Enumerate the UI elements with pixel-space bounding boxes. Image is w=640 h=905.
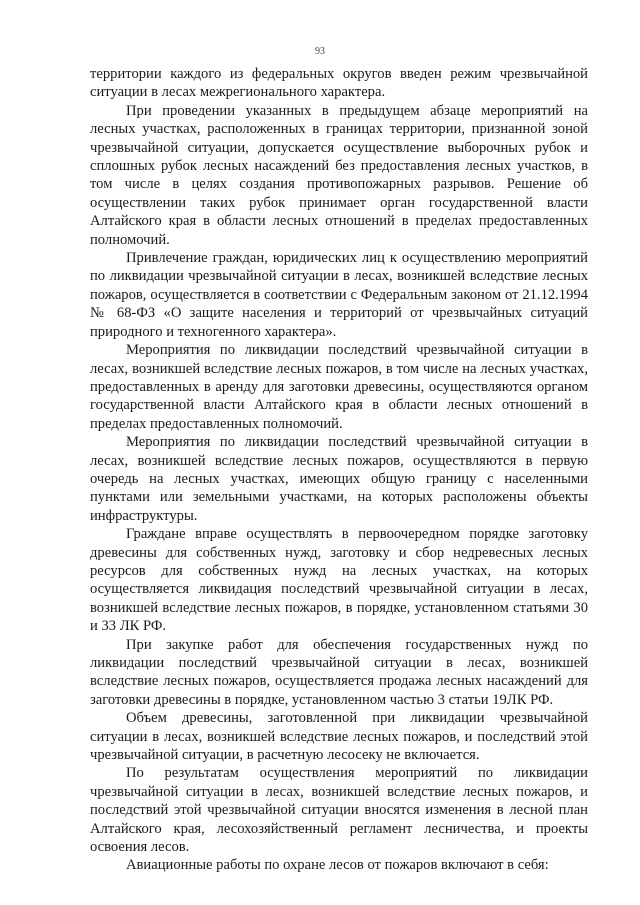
paragraph: Привлечение граждан, юридических лиц к осуществлению мероприятий по ликвидации чрезвычайной ситуации в лесах, возникшей вследствие лесных пожаров, осуществляется в соответствии с Федеральным законом от 21.12.1994 № 68-ФЗ «О защите населения и территорий от чрезвычайных ситуаций природного и техногенного характера». bbox=[90, 250, 588, 340]
page-number: 93 bbox=[315, 46, 325, 57]
paragraph: Мероприятия по ликвидации последствий чрезвычайной ситуации в лесах, возникшей вследствие лесных пожаров, осуществляются в первую очередь на лесных участках, имеющих общую границу с населенными пунктами или земельными участками, на которых расположены объекты инфраструктуры. bbox=[90, 434, 588, 524]
paragraph: При закупке работ для обеспечения государственных нужд по ликвидации последствий чрезвычайной ситуации в лесах, возникшей вследствие лесных пожаров, осуществляется продажа лесных насаждений для заготовки древесины в порядке, установленном частью 3 статьи 19ЛК РФ. bbox=[90, 636, 588, 708]
paragraph: Авиационные работы по охране лесов от пожаров включают в себя: bbox=[126, 857, 549, 874]
paragraph: Граждане вправе осуществлять в первоочередном порядке заготовку древесины для собственных нужд, заготовку и сбор недревесных лесных ресурсов для собственных нужд на лесных участках, на которых осуществляется ликвидация последствий чрезвычайной ситуации в лесах, возникшей вследствие лесных пожаров, в порядке, установленном статьями 30 и 33 ЛК РФ. bbox=[90, 526, 588, 635]
paragraph: территории каждого из федеральных округов введен режим чрезвычайной ситуации в лесах межрегионального характера. bbox=[90, 66, 588, 101]
paragraph: Мероприятия по ликвидации последствий чрезвычайной ситуации в лесах, возникшей вследствие лесных пожаров, в том числе на лесных участках, предоставленных в аренду для заготовки древесины, осуществляются органом государственной власти Алтайского края в области лесных отношений в пределах предоставленных полномочий. bbox=[90, 342, 588, 432]
paragraph: При проведении указанных в предыдущем абзаце мероприятий на лесных участках, расположенных в границах территории, признанной зоной чрезвычайной ситуации, допускается осуществление выборочных рубок и сплошных рубок лесных насаждений без предоставления лесных участков, в том числе в целях создания противопожарных разрывов. Решение об осуществлении таких рубок принимает орган государственной власти Алтайского края в области лесных отношений в пределах предоставленных полномочий. bbox=[90, 102, 588, 248]
document-body bbox=[90, 65, 588, 875]
paragraph: По результатам осуществления мероприятий по ликвидации чрезвычайной ситуации в лесах, возникшей вследствие лесных пожаров, и последствий этой чрезвычайной ситуации вносятся изменения в лесной план Алтайского края, лесохозяйственный регламент лесничества, и проекты освоения лесов. bbox=[90, 765, 588, 856]
paragraph: Объем древесины, заготовленной при ликвидации чрезвычайной ситуации в лесах, возникшей вследствие лесных пожаров, и последствий этой чрезвычайной ситуации, в расчетную лесосеку не включается. bbox=[90, 710, 588, 764]
